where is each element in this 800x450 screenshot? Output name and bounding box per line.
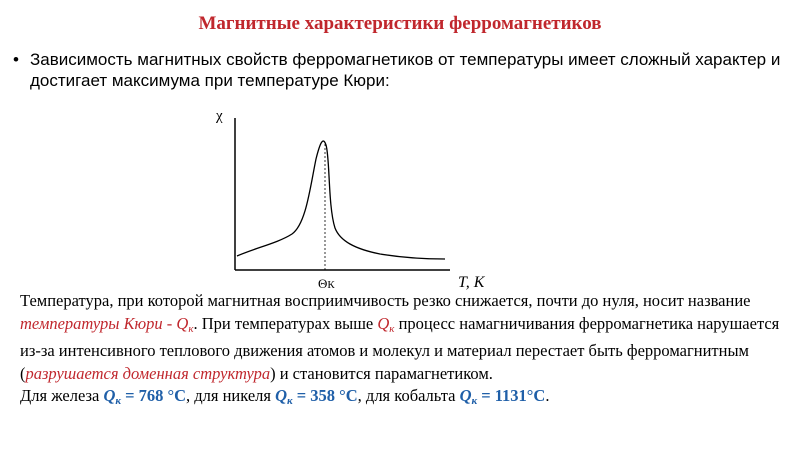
- susceptibility-graph: [210, 96, 520, 291]
- para-text-3: процесс намагничивания ферромагнетика нарушается из-за интенсивного теплового движения атомов и молекул и материал перестает быть ферромагнитным (: [20, 313, 780, 383]
- iron-curie-value: $Q_к = 768$ °С: [103, 386, 186, 407]
- nickel-curie-value: $Q_к = 358$ °С: [275, 386, 358, 407]
- para-text-2: . При температурах выше: [193, 313, 378, 333]
- curie-theta: Θ: [318, 276, 328, 291]
- para-text-1: Температура, при которой магнитная восприимчивость резко снижается, почти до нуля, носит название: [20, 291, 751, 310]
- line2-text-a: Для железа: [20, 386, 104, 405]
- line2-text-b: , для никеля: [185, 386, 276, 405]
- curie-description: [20, 290, 790, 413]
- curie-sub: К: [327, 279, 335, 291]
- x-axis-label: T, K: [458, 274, 485, 291]
- y-axis-label: χ: [216, 108, 223, 124]
- bullet-text: Зависимость магнитных свойств ферромагнетиков от температуры имеет сложный характер и достигает максимума при температуре Кюри:: [30, 50, 781, 90]
- term-domain-structure: разрушается доменная структура: [25, 363, 271, 383]
- line2-end: .: [545, 386, 550, 405]
- term-curie-temperature: температуры Кюри - $Q_к$: [20, 313, 194, 335]
- line2-text-c: , для кобальта: [357, 386, 460, 405]
- susceptibility-curve: [237, 141, 445, 259]
- curie-point-label: [318, 276, 335, 291]
- bullet-item: [13, 49, 788, 91]
- cobalt-curie-value: $Q_к = 1131^\circ С$: [459, 386, 546, 407]
- curie-symbol: $Q_к$: [377, 313, 395, 335]
- para-text-4: ) и становится парамагнетиком.: [270, 363, 493, 383]
- slide-title: Магнитные характеристики ферромагнетиков: [198, 13, 602, 34]
- bullet-marker: •: [13, 50, 19, 69]
